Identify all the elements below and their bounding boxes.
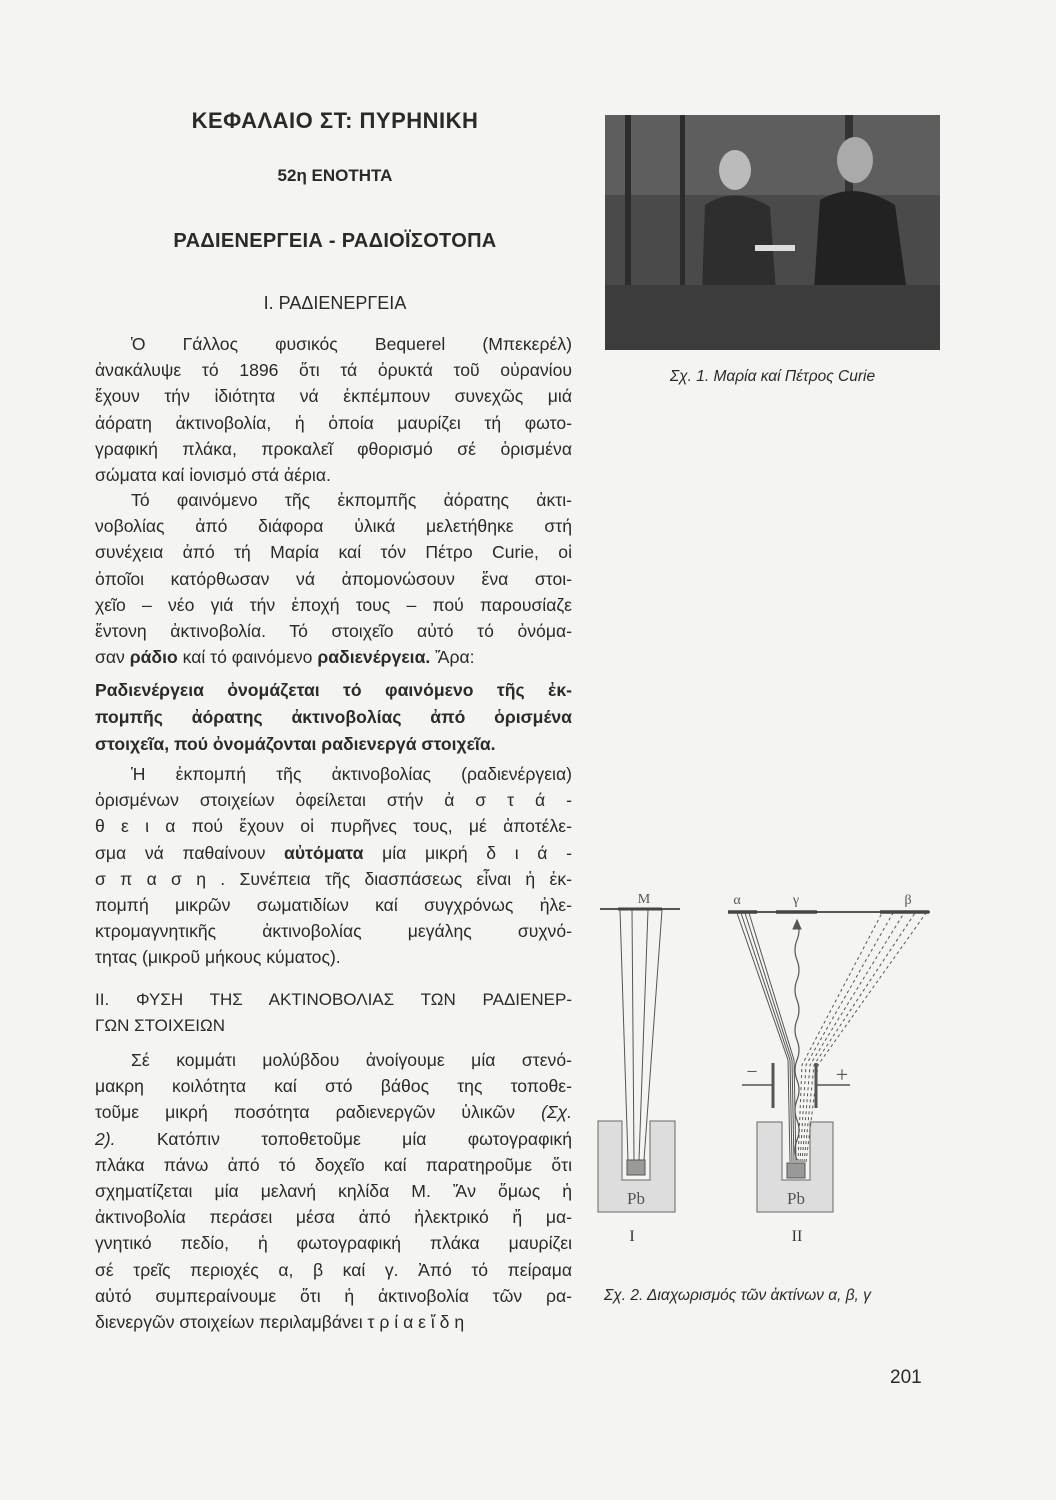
text-segment: Ὁ Γάλλος φυσικός Bequerel (Μπεκερέλ) [131,334,572,354]
label-plus: + [835,1062,849,1087]
bold-term: αὐτόματα [284,842,364,863]
text-segment: Κατόπιν τοποθετοῦμε μία φωτογραφική [115,1128,572,1149]
text-segment: σμα νά παθαίνουν [95,842,285,863]
text-segment: τοῦμε μικρή ποσότητα ραδιενεργῶν ὑλικῶν [95,1102,542,1123]
text-segment: πομπῆς ἀόρατης ἀκτινοβολίας ἀπό ὁρισμένα [95,707,572,727]
text-segment: ΓΩΝ ΣΤΟΙΧΕΙΩΝ [95,1016,225,1036]
text-segment: πλάκα πάνω ἀπό τό δοχεῖο καί παρατηροῦμε ὅτι [95,1154,572,1175]
radioactive-source [787,1163,805,1178]
text-segment: II. ΦΥΣΗ ΤΗΣ ΑΚΤΙΝΟΒΟΛΙΑΣ ΤΩΝ ΡΑΔΙΕΝΕΡ- [95,990,572,1009]
text-segment: ὁρισμένων στοιχείων ὀφείλεται στήν ἀ σ τ ά - [95,790,572,811]
text-segment: ἔντονη ἀκτινοβολία. Τό στοιχεῖο αὐτό τό ὀνόμα- [95,620,572,641]
arrow-head-icon [793,920,801,929]
label-minus: − [746,1061,758,1083]
text-segment: στοιχεῖα, πού ὀνομάζονται ραδιενεργά στοιχεῖα. [95,734,496,754]
text-segment: τητας (μικροῦ μήκους κύματος). [95,947,341,968]
text-segment: Ραδιενέργεια ὀνομάζεται τό φαινόμενο τῆς ἐκ- [95,680,572,700]
figure-2-caption: Σχ. 2. Διαχωρισμός τῶν ἀκτίνων α, β, γ [604,1287,871,1304]
text-segment: συνέχεια ἀπό τή Μαρία καί τόν Πέτρο Curie, οἱ [95,542,572,563]
text-segment: καί τό φαινόμενο [177,647,318,668]
label-setup-i: I [629,1228,635,1245]
text-segment: Τό φαινόμενο τῆς ἐκπομπῆς ἀόρατης ἀκτι- [131,490,572,510]
section-heading-1: I. ΡΑΔΙΕΝΕΡΓΕΙΑ [263,293,407,313]
text-segment: ἀνακάλυψε τό 1896 ὅτι τά ὀρυκτά τοῦ οὐρανίου [95,360,572,381]
setup-ii [728,912,930,1212]
label-beta: β [904,893,912,908]
label-setup-ii: II [791,1228,803,1245]
page-number: 201 [890,1367,922,1388]
text-segment: σχηματίζεται μία μελανή κηλίδα Μ. Ἄν ὅμως ἡ [95,1180,572,1201]
text-segment: διενεργῶν στοιχείων περιλαμβάνει τ ρ ί α ε ἴ δ η [95,1311,465,1332]
text-segment: ἔχουν τήν ἰδιότητα νά ἐκπέμπουν συνεχῶς μιά [95,386,572,407]
text-segment: νοβολίας ἀπό διάφορα ὑλικά μελετήθηκε στή [95,516,572,537]
text-segment: μακρη κοιλότητα καί στό βάθος της τοποθε- [95,1076,572,1097]
text-segment: χεῖο – νέο γιά τήν ἐποχή τους – πού παρουσίαζε [95,594,572,615]
chapter-title: ΚΕΦΑΛΑΙΟ ΣΤ: ΠΥΡΗΝΙΚΗ [191,108,479,133]
text-segment: Σέ κομμάτι μολύβδου ἀνοίγουμε μία στενό- [131,1050,572,1070]
figure-reference: (Σχ. [541,1102,572,1123]
text-segment: Ἡ ἐκπομπή τῆς ἀκτινοβολίας (ραδιενέργεια) [131,764,572,784]
text-segment: Ἄρα: [430,647,475,668]
figure-reference: 2). [95,1128,116,1149]
text-segment: σαν [95,647,130,668]
text-segment: κτρομαγνητικῆς ἀκτινοβολίας μεγάλης συχνό- [95,921,572,942]
text-segment: γραφική πλάκα, προκαλεῖ φθορισμό σέ ὁρισμένα [95,438,572,459]
bold-term: ράδιο [129,647,178,668]
text-segment: ἀόρατη ἀκτινοβολία, ἡ ὁποία μαυρίζει τή φωτο- [95,412,572,433]
text-segment: μία μικρή δ ι ά - [363,842,572,863]
text-segment: ἀκτινοβολία περάσει μέσα ἀπό ἠλεκτρικό ἤ μα- [95,1207,572,1228]
label-pb: Pb [787,1189,805,1208]
text-segment: αὐτό συμπεραίνουμε ὅτι ἡ ἀκτινοβολία τῶν ρα- [95,1285,572,1306]
label-alpha: α [733,893,741,908]
text-segment: σέ τρεῖς περιοχές α, β καί γ. Ἀπό τό πείραμα [95,1259,572,1280]
label-m: M [637,892,651,907]
radioactive-source [627,1160,645,1175]
text-segment: σ π α σ η . Συνέπεια τῆς διασπάσεως εἶναι ἡ ἐκ- [95,868,572,889]
setup-i [598,909,680,1212]
text-segment: γνητικό πεδίο, ἡ φωτογραφική πλάκα μαυρίζει [95,1233,572,1254]
text-segment: ὁποῖοι κατόρθωσαν νά ἀπομονώσουν ἕνα στοι- [95,568,572,589]
unit-title: 52η ΕΝΟΤΗΤΑ [277,166,393,185]
text-segment: σώματα καί ἰονισμό στά ἀέρια. [95,464,331,485]
text-segment: πομπή μικρῶν σωματιδίων καί συγχρόνως ἠλε- [95,894,572,915]
text-segment: θ ε ι α πού ἔχουν οἱ πυρῆνες τους, μέ ἀποτέλε- [95,816,572,837]
bold-term: ραδιενέργεια. [317,647,431,668]
lesson-title: ΡΑΔΙΕΝΕΡΓΕΙΑ - ΡΑΔΙΟΪΣΟΤΟΠΑ [173,230,497,252]
figure-1-caption: Σχ. 1. Μαρία καί Πέτρος Curie [669,368,876,385]
label-pb: Pb [627,1189,645,1208]
label-gamma: γ [792,893,800,908]
